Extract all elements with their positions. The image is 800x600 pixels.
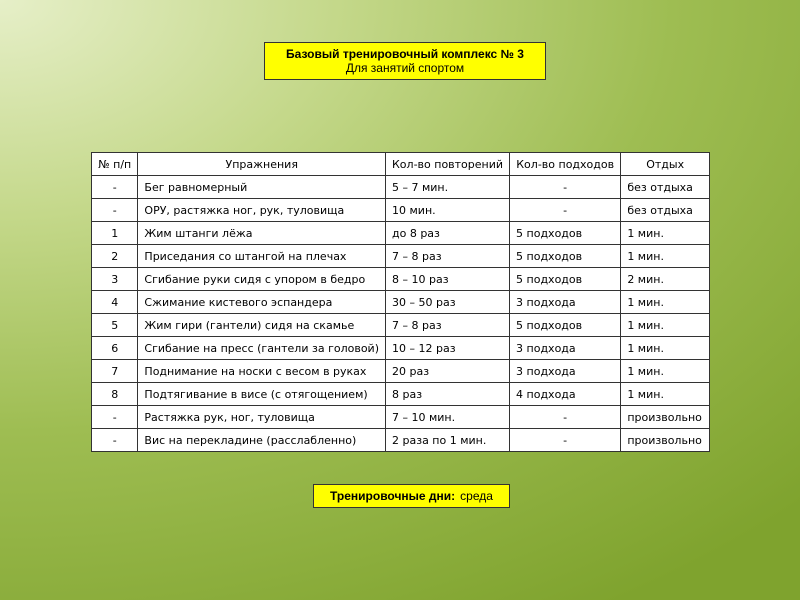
cell-repetitions: 7 – 10 мин. [386,406,510,429]
cell-number: 2 [92,245,138,268]
title-box [264,42,546,80]
cell-repetitions: 10 – 12 раз [386,337,510,360]
cell-exercise: ОРУ, растяжка ног, рук, туловища [138,199,386,222]
cell-repetitions: 30 – 50 раз [386,291,510,314]
table-row [92,429,710,452]
table-row [92,291,710,314]
cell-rest: 1 мин. [621,245,710,268]
cell-sets: - [510,429,621,452]
training-days-label: Тренировочные дни: [330,489,456,503]
page-subtitle: Для занятий спортом [345,61,465,75]
cell-exercise: Сгибание на пресс (гантели за головой) [138,337,386,360]
header-repetitions: Кол-во повторений [386,153,510,176]
cell-sets: - [510,176,621,199]
cell-rest: 1 мин. [621,291,710,314]
table-row [92,199,710,222]
table-row [92,406,710,429]
cell-repetitions: 5 – 7 мин. [386,176,510,199]
cell-sets: 3 подхода [510,337,621,360]
cell-number: - [92,176,138,199]
header-sets: Кол-во подходов [510,153,621,176]
cell-exercise: Бег равномерный [138,176,386,199]
cell-exercise: Подтягивание в висе (с отягощением) [138,383,386,406]
cell-rest: 1 мин. [621,222,710,245]
cell-repetitions: 20 раз [386,360,510,383]
cell-rest: без отдыха [621,199,710,222]
page-title: Базовый тренировочный комплекс № 3 [286,47,524,61]
cell-number: 3 [92,268,138,291]
cell-exercise: Растяжка рук, ног, туловища [138,406,386,429]
table-row [92,383,710,406]
cell-exercise: Поднимание на носки с весом в руках [138,360,386,383]
cell-number: - [92,406,138,429]
cell-exercise: Вис на перекладине (расслабленно) [138,429,386,452]
cell-rest: без отдыха [621,176,710,199]
cell-exercise: Жим гири (гантели) сидя на скамье [138,314,386,337]
cell-rest: произвольно [621,429,710,452]
table-row [92,360,710,383]
cell-sets: 4 подхода [510,383,621,406]
cell-number: 8 [92,383,138,406]
cell-exercise: Сжимание кистевого эспандера [138,291,386,314]
header-number: № п/п [92,153,138,176]
cell-rest: 1 мин. [621,314,710,337]
cell-rest: 2 мин. [621,268,710,291]
table-row [92,268,710,291]
cell-repetitions: 10 мин. [386,199,510,222]
cell-sets: 5 подходов [510,268,621,291]
table-row [92,222,710,245]
cell-number: 1 [92,222,138,245]
training-days-box [313,484,510,508]
cell-rest: 1 мин. [621,383,710,406]
cell-rest: 1 мин. [621,337,710,360]
cell-number: 7 [92,360,138,383]
header-rest: Отдых [621,153,710,176]
training-days-value: среда [460,489,493,503]
cell-exercise: Сгибание руки сидя с упором в бедро [138,268,386,291]
table-header-row [92,153,710,176]
header-exercise: Упражнения [138,153,386,176]
cell-rest: произвольно [621,406,710,429]
cell-sets: - [510,406,621,429]
table-row [92,176,710,199]
cell-sets: 5 подходов [510,222,621,245]
cell-repetitions: 8 – 10 раз [386,268,510,291]
cell-sets: 5 подходов [510,314,621,337]
cell-number: 4 [92,291,138,314]
cell-number: 6 [92,337,138,360]
cell-sets: - [510,199,621,222]
cell-repetitions: 2 раза по 1 мин. [386,429,510,452]
cell-number: 5 [92,314,138,337]
table-row [92,314,710,337]
table-row [92,337,710,360]
table-row [92,245,710,268]
exercise-table [91,152,710,452]
cell-number: - [92,199,138,222]
cell-sets: 3 подхода [510,291,621,314]
cell-sets: 5 подходов [510,245,621,268]
cell-exercise: Приседания со штангой на плечах [138,245,386,268]
cell-rest: 1 мин. [621,360,710,383]
cell-sets: 3 подхода [510,360,621,383]
cell-repetitions: 8 раз [386,383,510,406]
cell-exercise: Жим штанги лёжа [138,222,386,245]
cell-repetitions: 7 – 8 раз [386,314,510,337]
cell-repetitions: 7 – 8 раз [386,245,510,268]
cell-repetitions: до 8 раз [386,222,510,245]
cell-number: - [92,429,138,452]
